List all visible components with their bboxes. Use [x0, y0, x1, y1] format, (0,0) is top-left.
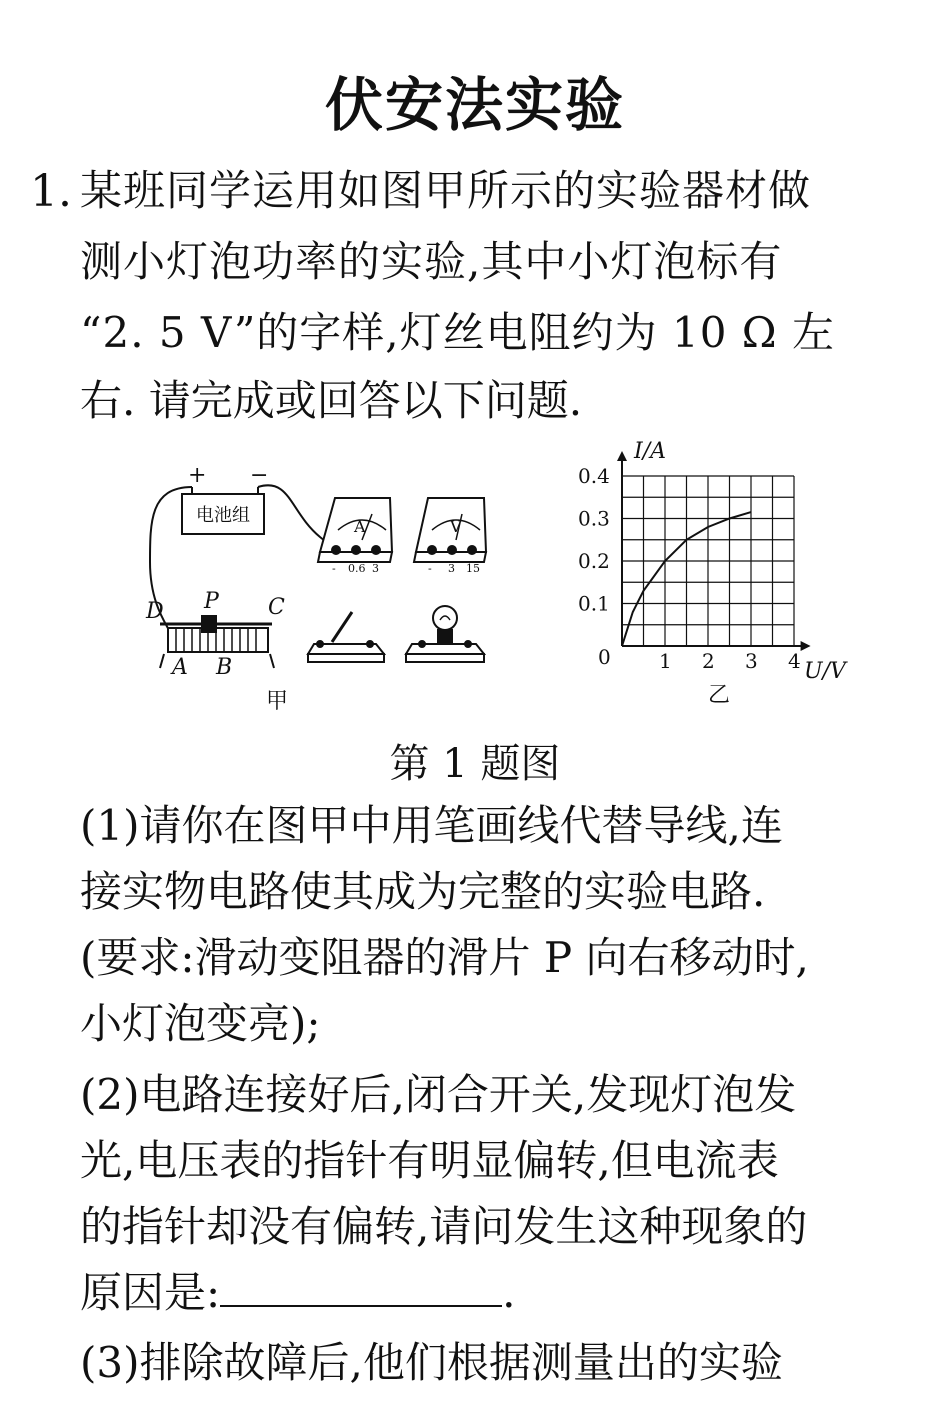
figure-yi-label: 乙: [708, 683, 731, 708]
chart-x-tick-label: 1: [659, 649, 672, 673]
question-stem-line: 右. 请完成或回答以下问题.: [80, 376, 583, 425]
question-stem-line: 测小灯泡功率的实验,其中小灯泡标有: [80, 237, 783, 286]
figure-jia: [145, 463, 486, 714]
voltmeter-terminal: 3: [448, 562, 455, 575]
switch: [308, 612, 384, 662]
battery-plus: +: [188, 463, 207, 488]
page-title: 伏安法实验: [324, 71, 625, 139]
ammeter: [318, 498, 392, 575]
voltmeter-terminal: -: [428, 562, 432, 575]
question-number: 1.: [30, 166, 72, 217]
rheostat-label-p: P: [204, 589, 219, 614]
sub2-answer-line: [80, 1268, 920, 1318]
ammeter-terminal: -: [332, 562, 336, 575]
chart-x-axis-arrow: [801, 641, 811, 651]
sub2-line: (2)电路连接好后,闭合开关,发现灯泡发: [80, 1070, 797, 1119]
ammeter-letter: A: [354, 517, 366, 536]
question-stem-line: “2. 5 V”的字样,灯丝电阻约为 10 Ω 左: [80, 308, 835, 357]
chart-origin-label: 0: [598, 645, 611, 669]
sub2-suffix: .: [502, 1268, 516, 1317]
chart-y-tick-label: 0.4: [578, 464, 610, 488]
rheostat-label-b: B: [216, 655, 233, 680]
sub2-prefix: 原因是:: [80, 1268, 221, 1317]
chart-xlabel: U/V: [804, 659, 846, 684]
question-figure: [140, 432, 860, 722]
rheostat: [145, 589, 285, 680]
voltmeter-terminal: 15: [466, 562, 480, 575]
figure-jia-label: 甲: [266, 689, 289, 714]
chart-x-tick-label: 4: [788, 649, 801, 673]
sub2-line: 的指针却没有偏转,请问发生这种现象的: [80, 1202, 808, 1251]
question-stem-line: 某班同学运用如图甲所示的实验器材做: [80, 166, 812, 215]
voltmeter-letter: V: [450, 517, 462, 536]
chart-y-tick-label: 0.1: [578, 591, 610, 616]
sub3-line: (3)排除故障后,他们根据测量出的实验: [80, 1338, 783, 1387]
ammeter-terminal: 3: [372, 562, 379, 575]
ammeter-terminal: 0.6: [348, 562, 366, 575]
chart-x-tick-label: 3: [745, 649, 758, 673]
battery-minus: −: [250, 463, 269, 488]
battery-label: 电池组: [196, 505, 250, 526]
bulb: [406, 606, 484, 662]
rheostat-label-a: A: [172, 655, 188, 680]
sub1-line: (1)请你在图甲中用笔画线代替导线,连: [80, 801, 783, 850]
wire-battery-to-ammeter: [258, 485, 330, 555]
sub1-line: 小灯泡变亮);: [80, 999, 321, 1048]
sub1-line: 接实物电路使其成为完整的实验电路.: [80, 867, 766, 916]
sub1-line: (要求:滑动变阻器的滑片 P 向右移动时,: [80, 933, 809, 982]
chart-y-tick-label: 0.3: [578, 506, 610, 531]
voltmeter: [414, 498, 486, 575]
sub2-line: 光,电压表的指针有明显偏转,但电流表: [80, 1136, 779, 1185]
chart-y-axis-arrow: [617, 451, 627, 461]
rheostat-label-d: D: [146, 599, 164, 624]
chart-x-tick-label: 2: [702, 649, 715, 673]
answer-blank[interactable]: [220, 1269, 502, 1307]
figure-yi-chart: [578, 451, 811, 673]
rheostat-label-c: C: [268, 595, 285, 620]
chart-y-tick-label: 0.2: [578, 549, 610, 573]
figure-caption: 第 1 题图: [389, 741, 561, 787]
chart-ylabel: I/A: [634, 439, 666, 464]
